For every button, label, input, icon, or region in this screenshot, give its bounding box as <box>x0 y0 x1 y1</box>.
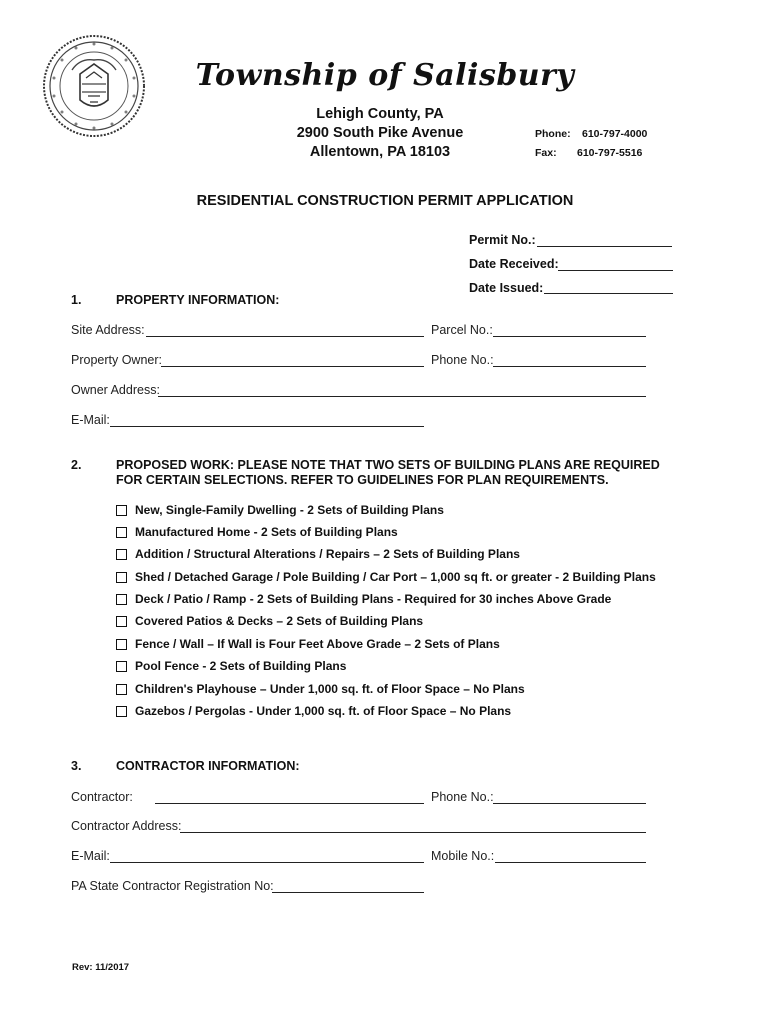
site-address-field[interactable] <box>146 336 424 337</box>
work-option-checkbox[interactable] <box>116 706 127 717</box>
work-option-checkbox[interactable] <box>116 684 127 695</box>
mobile-no-field[interactable] <box>495 862 646 863</box>
work-option-row[interactable] <box>116 546 520 562</box>
contractor-phone-field[interactable] <box>493 803 646 804</box>
work-option-row[interactable] <box>116 569 656 585</box>
work-option-row[interactable] <box>116 636 500 652</box>
permit-no-field[interactable] <box>537 246 672 247</box>
township-seal <box>42 34 146 138</box>
phone-number: 610-797-4000 <box>582 128 648 140</box>
fax-label: Fax: <box>535 147 557 159</box>
address-city: Allentown, PA 18103 <box>309 144 451 160</box>
date-received-label: Date Received: <box>469 257 559 271</box>
section-3-number: 3. <box>71 759 82 773</box>
township-title: Township of Salisbury <box>195 58 575 93</box>
work-option-label: Pool Fence - 2 Sets of Building Plans <box>135 659 347 673</box>
contractor-label: Contractor: <box>71 790 133 804</box>
property-owner-field[interactable] <box>161 366 424 367</box>
work-option-label: Addition / Structural Alterations / Repairs – 2 Sets of Building Plans <box>135 547 520 561</box>
work-option-checkbox[interactable] <box>116 505 127 516</box>
parcel-no-field[interactable] <box>493 336 646 337</box>
section-2-number: 2. <box>71 458 82 472</box>
owner-phone-label: Phone No.: <box>431 353 494 367</box>
work-option-label: Shed / Detached Garage / Pole Building / Car Port – 1,000 sq ft. or greater - 2 Building Plans <box>135 570 656 584</box>
section-1-title: PROPERTY INFORMATION: <box>116 293 280 307</box>
date-issued-label: Date Issued: <box>469 281 544 295</box>
work-option-checkbox[interactable] <box>116 616 127 627</box>
date-issued-field[interactable] <box>544 293 673 294</box>
work-option-checkbox[interactable] <box>116 639 127 650</box>
contractor-email-field[interactable] <box>110 862 424 863</box>
owner-email-label: E-Mail: <box>71 413 110 427</box>
work-option-label: Children's Playhouse – Under 1,000 sq. ft. of Floor Space – No Plans <box>135 682 525 696</box>
date-received-field[interactable] <box>558 270 673 271</box>
work-option-checkbox[interactable] <box>116 549 127 560</box>
revision-date: Rev: 11/2017 <box>72 962 130 973</box>
registration-field[interactable] <box>272 892 424 893</box>
work-option-label: Fence / Wall – If Wall is Four Feet Above Grade – 2 Sets of Plans <box>135 637 500 651</box>
work-option-checkbox[interactable] <box>116 527 127 538</box>
owner-address-field[interactable] <box>158 396 646 397</box>
work-option-label: Manufactured Home - 2 Sets of Building Plans <box>135 525 398 539</box>
section-3-title: CONTRACTOR INFORMATION: <box>116 759 300 773</box>
contractor-email-label: E-Mail: <box>71 849 110 863</box>
work-option-checkbox[interactable] <box>116 661 127 672</box>
registration-label: PA State Contractor Registration No: <box>71 879 274 893</box>
fax-number: 610-797-5516 <box>577 147 643 159</box>
proposed-work-note-line1: PROPOSED WORK: PLEASE NOTE THAT TWO SETS OF BUILDING PLANS ARE REQUIRED <box>116 458 660 472</box>
work-option-row[interactable] <box>116 613 423 629</box>
work-option-checkbox[interactable] <box>116 594 127 605</box>
work-option-row[interactable] <box>116 681 525 697</box>
work-option-row[interactable] <box>116 703 511 719</box>
contractor-address-field[interactable] <box>180 832 646 833</box>
mobile-no-label: Mobile No.: <box>431 849 495 863</box>
work-option-row[interactable] <box>116 591 611 607</box>
work-option-label: Deck / Patio / Ramp - 2 Sets of Building Plans - Required for 30 inches Above Grade <box>135 592 612 606</box>
owner-phone-field[interactable] <box>493 366 646 367</box>
proposed-work-note-line2: FOR CERTAIN SELECTIONS. REFER TO GUIDELINES FOR PLAN REQUIREMENTS. <box>116 473 609 487</box>
contractor-phone-label: Phone No.: <box>431 790 494 804</box>
owner-address-label: Owner Address: <box>71 383 160 397</box>
work-option-label: New, Single-Family Dwelling - 2 Sets of Building Plans <box>135 503 444 517</box>
work-option-checkbox[interactable] <box>116 572 127 583</box>
contractor-field[interactable] <box>155 803 424 804</box>
address-street: 2900 South Pike Avenue <box>296 125 464 141</box>
work-option-label: Covered Patios & Decks – 2 Sets of Building Plans <box>135 614 424 628</box>
property-owner-label: Property Owner: <box>71 353 163 367</box>
site-address-label: Site Address: <box>71 323 145 337</box>
work-option-label: Gazebos / Pergolas - Under 1,000 sq. ft. of Floor Space – No Plans <box>135 704 512 718</box>
owner-email-field[interactable] <box>110 426 424 427</box>
address-county: Lehigh County, PA <box>316 106 444 122</box>
section-1-number: 1. <box>71 293 82 307</box>
contractor-address-label: Contractor Address: <box>71 819 182 833</box>
phone-label: Phone: <box>535 128 571 140</box>
work-option-row[interactable] <box>116 524 398 540</box>
parcel-no-label: Parcel No.: <box>431 323 493 337</box>
form-heading: RESIDENTIAL CONSTRUCTION PERMIT APPLICATION <box>196 193 574 209</box>
work-option-row[interactable] <box>116 502 444 518</box>
work-option-row[interactable] <box>116 658 346 674</box>
permit-no-label: Permit No.: <box>469 233 536 247</box>
